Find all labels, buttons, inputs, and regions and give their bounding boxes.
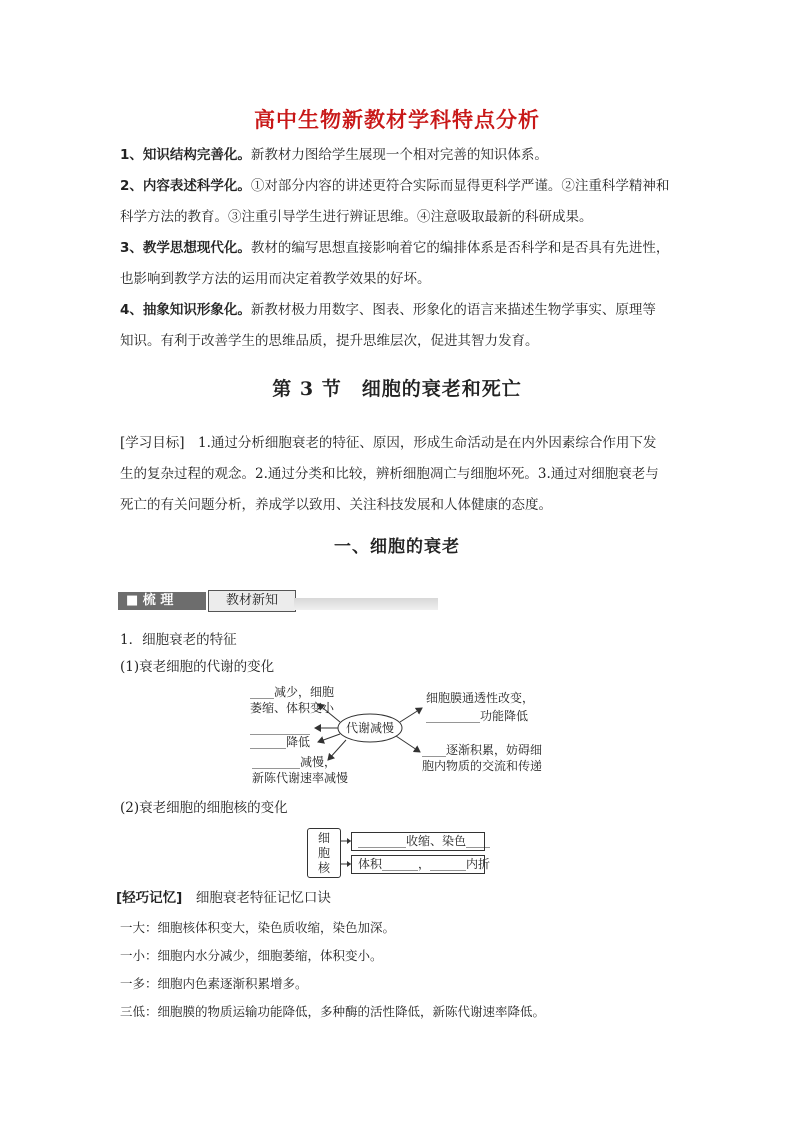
left-item-3: ______降低 xyxy=(250,735,311,749)
memo-line-3: 一多：细胞内色素逐渐积累增多。 xyxy=(120,976,308,991)
nucleus-item-2: 体积______，______内折 xyxy=(351,855,485,874)
feature-1 xyxy=(120,140,680,171)
banner-label-light: 教材新知 xyxy=(208,590,296,612)
feature-2-text-2: 科学方法的教育。③注重引导学生进行辨证思维。④注意吸取最新的科研成果。 xyxy=(120,209,593,225)
memo-line-1: 一大：细胞核体积变大，染色质收缩，染色加深。 xyxy=(120,920,396,935)
left-item-2: __________ xyxy=(250,721,310,735)
feature-4-text-1: 新教材极力用数字、图表、形象化的语言来描述生物学事实、原理等 xyxy=(250,302,656,318)
document-title: 高中生物新教材学科特点分析 xyxy=(254,108,540,132)
point-1b: (2)衰老细胞的细胞核的变化 xyxy=(120,800,288,816)
goals-line-1: [学习目标] 1.通过分析细胞衰老的特征、原因，形成生命活动是在内外因素综合作用下发 xyxy=(120,435,657,451)
section-banner xyxy=(118,590,438,612)
memo-line-2: 一小：细胞内水分减少，细胞萎缩，体积变小。 xyxy=(120,948,383,963)
feature-1-head: 1、知识结构完善化。 xyxy=(120,147,251,163)
arrow-right-2 xyxy=(396,736,420,752)
left-item-1-line-1: ____减少，细胞 xyxy=(250,685,335,699)
metabolism-diagram xyxy=(240,682,560,790)
nucleus-item-1: ________收缩、染色____ xyxy=(351,832,485,851)
feature-1-text: 新教材力图给学生展现一个相对完善的知识体系。 xyxy=(250,147,548,163)
feature-4-text-2: 知识。有利于改善学生的思维品质，提升思维层次，促进其智力发育。 xyxy=(120,333,539,349)
nucleus-label xyxy=(307,828,341,878)
goals-line-2: 生的复杂过程的观念。2.通过分类和比较，辨析细胞凋亡与细胞坏死。3.通过对细胞衰老与 xyxy=(120,466,659,482)
memo-line-4: 三低：细胞膜的物质运输功能降低，多种酶的活性降低，新陈代谢速率降低。 xyxy=(120,1004,546,1019)
feature-3 xyxy=(120,233,680,295)
right-item-2-line-1: ____逐渐积累，妨碍细 xyxy=(422,743,543,757)
banner-label-dark: ■ 梳 理 xyxy=(118,592,206,610)
subsection-title: 一、细胞的衰老 xyxy=(334,537,460,557)
section-title: 第 3 节 细胞的衰老和死亡 xyxy=(272,378,522,400)
feature-3-head: 3、教学思想现代化。 xyxy=(120,240,251,256)
nucleus-label-char-3: 核 xyxy=(317,861,330,875)
arrow-left-3 xyxy=(318,734,340,742)
left-item-1-line-2: 萎缩、体积变小 xyxy=(250,701,335,715)
memo-title-text: 细胞衰老特征记忆口诀 xyxy=(195,890,331,906)
feature-2-text-1: ①对部分内容的讲述更符合实际而显得更科学严谨。②注重科学精神和 xyxy=(250,178,670,194)
memo-title-head: [轻巧记忆] xyxy=(116,890,183,906)
goals-line-3: 死亡的有关问题分析，养成学以致用、关注科技发展和人体健康的态度。 xyxy=(120,497,552,513)
center-label: 代谢减慢 xyxy=(345,721,395,735)
nucleus-label-char-1: 细 xyxy=(317,831,330,845)
learning-goals xyxy=(120,428,680,521)
left-item-4-line-1: ________减慢， xyxy=(252,755,337,769)
memo-title xyxy=(116,886,331,906)
feature-2 xyxy=(120,171,680,233)
arrow-right-1 xyxy=(400,708,422,722)
nucleus-diagram xyxy=(307,828,491,878)
point-1a: (1)衰老细胞的代谢的变化 xyxy=(120,659,275,675)
right-item-1-line-2: _________功能降低 xyxy=(426,709,529,723)
feature-3-text-2: 也影响到教学方法的运用而决定着教学效果的好坏。 xyxy=(120,271,431,287)
right-item-1-line-1: 细胞膜通透性改变， xyxy=(426,691,535,705)
point-1: 1．细胞衰老的特征 xyxy=(120,632,237,648)
feature-4 xyxy=(120,295,680,357)
right-item-2-line-2: 胞内物质的交流和传递 xyxy=(422,759,543,773)
nucleus-label-char-2: 胞 xyxy=(317,846,330,860)
banner-bar xyxy=(294,598,438,610)
left-item-4-line-2: 新陈代谢速率减慢 xyxy=(252,771,349,785)
feature-4-head: 4、抽象知识形象化。 xyxy=(120,302,251,318)
feature-3-text-1: 教材的编写思想直接影响着它的编排体系是否科学和是否具有先进性， xyxy=(250,240,670,256)
feature-2-head: 2、内容表述科学化。 xyxy=(120,178,251,194)
